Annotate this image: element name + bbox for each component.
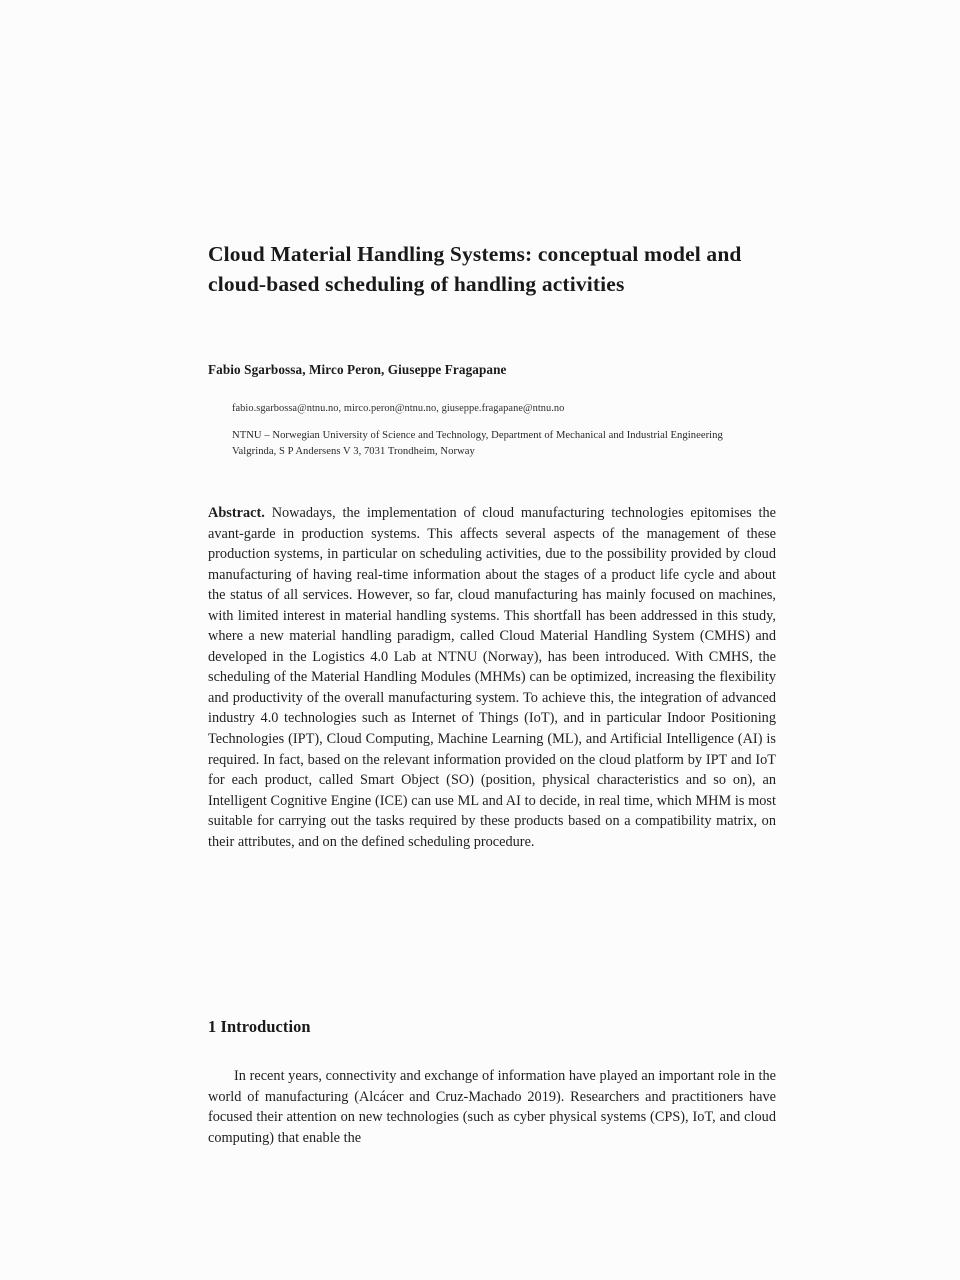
author-list: Fabio Sgarbossa, Mirco Peron, Giuseppe Fragapane (208, 362, 507, 377)
author-emails: fabio.sgarbossa@ntnu.no, mirco.peron@ntnu.no, giuseppe.fragapane@ntnu.no (232, 403, 565, 414)
abstract-text: Nowadays, the implementation of cloud manufacturing technologies epitomises the avant-garde in production systems. This affects several aspects of the management of these production systems, in particular on scheduling activities, due to the possibility provided by cloud manufacturing of having real-time information about the stages of a product life cycle and about the status of all services. However, so far, cloud manufacturing has mainly focused on machines, with limited interest in material handling systems. This shortfall has been addressed in this study, where a new material handling paradigm, called Cloud Material Handling System (CMHS) and developed in the Logistics 4.0 Lab at NTNU (Norway), has been introduced. With CMHS, the scheduling of the Material Handling Modules (MHMs) can be optimized, increasing the flexibility and productivity of the overall manufacturing system. To achieve this, the integration of advanced industry 4.0 technologies such as Internet of Things (IoT), and in particular Indoor Positioning Technologies (IPT), Cloud Computing, Machine Learning (ML), and Artificial Intelligence (AI) is required. In fact, based on the relevant information provided on the cloud platform by IPT and IoT for each product, called Smart Object (SO) (position, physical characteristics and so on), an Intelligent Cognitive Engine (ICE) can use ML and AI to decide, in real time, which MHM is most suitable for carrying out the tasks required by these products based on a compatibility matrix, on their attributes, and on the defined scheduling procedure. (208, 505, 776, 850)
abstract-label: Abstract. (208, 505, 265, 521)
abstract-block (208, 503, 776, 852)
author-affiliation: NTNU – Norwegian University of Science and Technology, Department of Mechanical and Industrial Engineering Valgrinda, S P Andersens V 3, 7031 Trondheim, Norway (232, 430, 723, 457)
page-title: Cloud Material Handling Systems: conceptual model and cloud-based scheduling of handling activities (208, 242, 742, 297)
section-heading-introduction: 1 Introduction (208, 1016, 311, 1036)
introduction-paragraph: In recent years, connectivity and exchange of information have played an important role in the world of manufacturing (Alcácer and Cruz-Machado 2019). Researchers and practitioners have focused their attention on new technologies (such as cyber physical systems (CPS), IoT, and cloud computing) that enable the (208, 1068, 776, 1146)
